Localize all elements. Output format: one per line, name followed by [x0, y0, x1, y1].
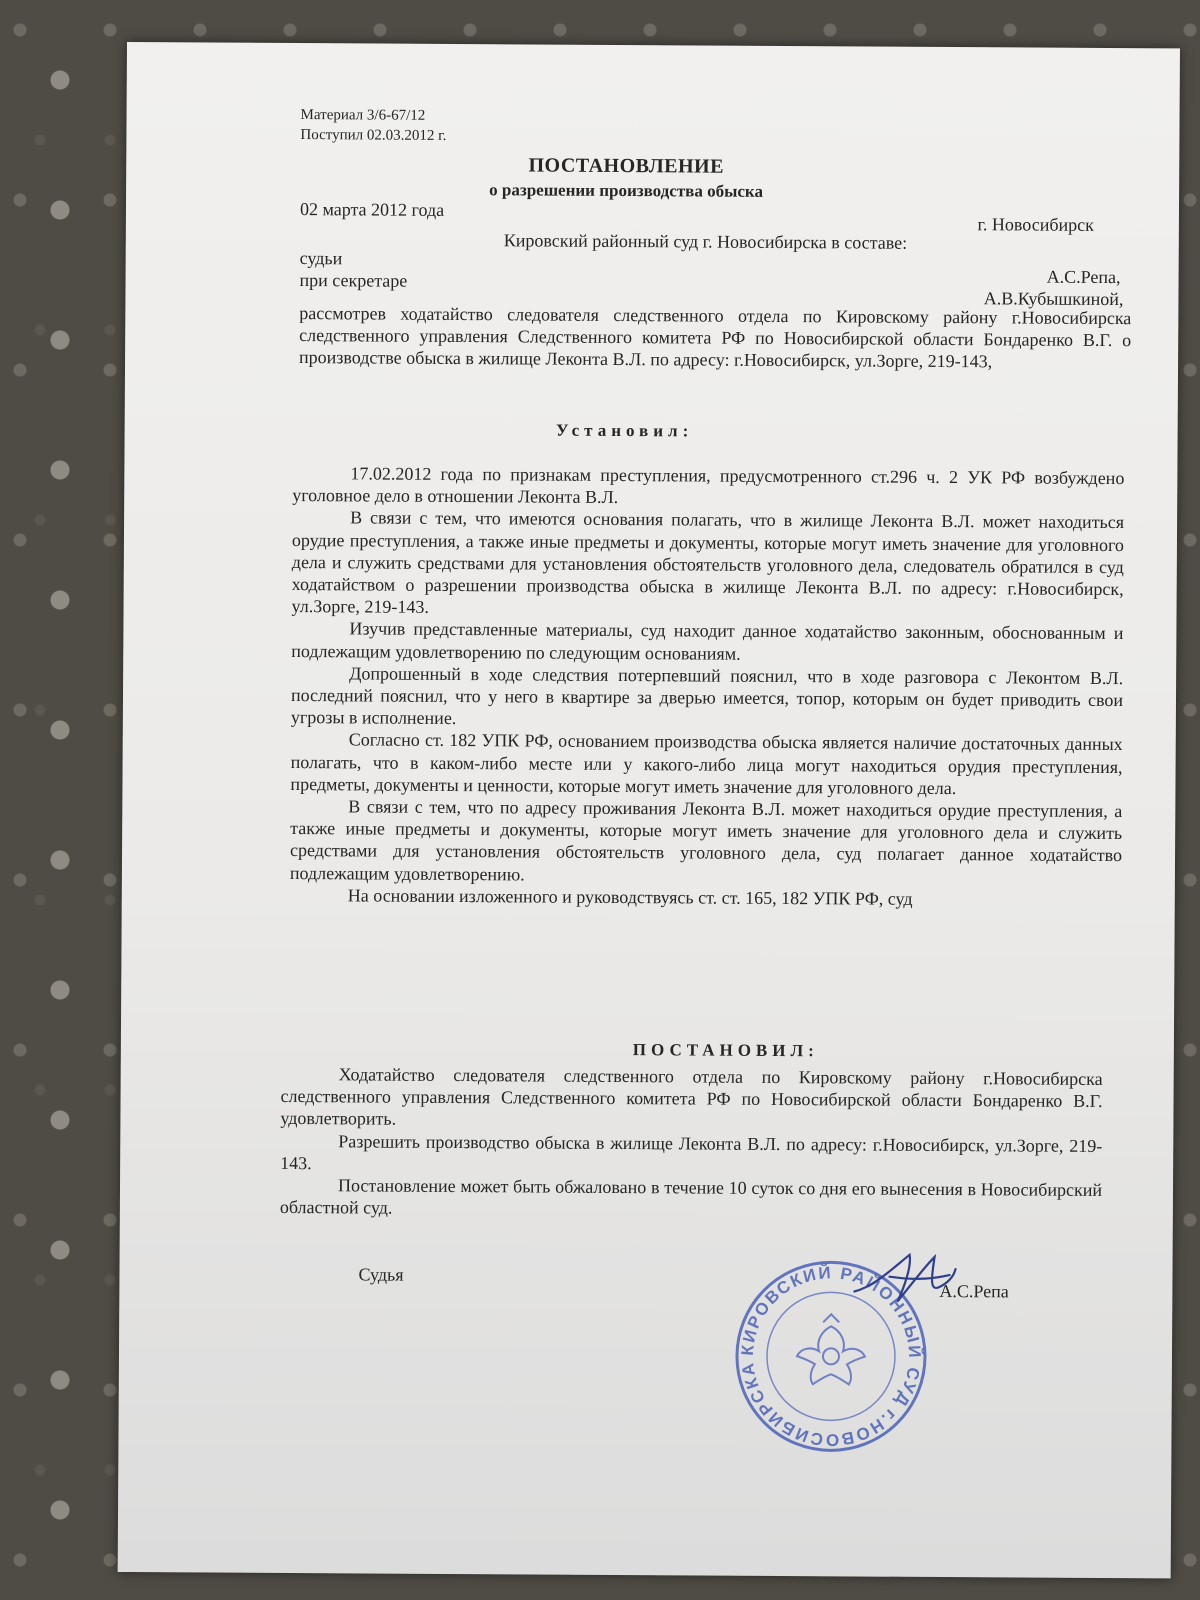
intro-paragraph: рассмотрев ходатайство следователя следственного отдела по Кировскому району г.Новосибирска следственного управления Следственного комитета РФ по Новосибирской области Бондаренко В.Г. о производстве обыска в жилище Леконта В.Л. по адресу: г.Новосибирск, ул.Зорге, 219-143,	[299, 303, 1132, 372]
established-heading: Установил:	[555, 420, 694, 441]
ruling-section	[280, 1063, 1103, 1223]
signature-label: Судья	[358, 1264, 404, 1285]
document-page	[118, 42, 1180, 1578]
established-paragraph: Допрошенный в ходе следствия потерпевший пояснил, что в ходе разговора с Леконтом В.Л. последний пояснил, что у него в квартире за дверью имеется, топор, которым он будет приводить свои угрозы в исполнение.	[290, 663, 1124, 729]
established-paragraph: В связи с тем, что по адресу проживания Леконта В.Л. может находиться орудие преступления, а также иные предметы и документы, которые могут иметь значение для уголовного дела и служить средствами для установления обстоятельств уголовного дела, суд полагает данное ходатайство подлежащим удовлетворению.	[289, 796, 1123, 885]
established-paragraph: В связи с тем, что имеются основания полагать, что в жилище Леконта В.Л. может находиться орудие преступления, а также иные предметы и документы, которые могут иметь значение для уголовного дела и служить средствами для установления обстоятельств уголовного дела, следователь обратился в суд ходатайством о разрешении производства обыска в жилище Леконта В.Л. по адресу: г.Новосибирск, ул.Зорге, 219-143.	[291, 507, 1125, 618]
document-title: ПОСТАНОВЛЕНИЕ	[528, 154, 725, 178]
handwritten-signature	[849, 1246, 959, 1317]
stamp-text: КИРОВСКИЙ РАЙОННЫЙ СУД г.НОВОСИБИРСКА	[737, 1263, 925, 1450]
judge-name: А.С.Репа,	[1046, 266, 1121, 288]
ruling-paragraph: Разрешить производство обыска в жилище Леконта В.Л. по адресу: г.Новосибирск, ул.Зорге, 219-143.	[280, 1130, 1103, 1173]
established-paragraph: 17.02.2012 года по признакам преступления, предусмотренного ст.296 ч. 2 УК РФ возбуждено уголовное дело в отношении Леконта В.Л.	[292, 463, 1125, 508]
established-paragraph: Согласно ст. 182 УПК РФ, основанием производства обыска является наличие достаточных данных полагать, что в каком-либо месте или у какого-либо лица могут находиться орудия преступления, предметы, документы и ценности, которые могут иметь значение для уголовного дела.	[290, 729, 1123, 798]
ruling-heading: ПОСТАНОВИЛ:	[632, 1040, 819, 1061]
established-section	[290, 462, 1125, 911]
material-number: Материал 3/6-67/12	[300, 107, 426, 124]
document-subtitle: о разрешении производства обыска	[489, 180, 764, 201]
established-paragraph: Изучив представленные материалы, суд находит данное ходатайство законным, обоснованным и подлежащим удовлетворению по следующим основаниям.	[291, 618, 1124, 664]
ruling-paragraph: Ходатайство следователя следственного отдела по Кировскому району г.Новосибирска следственного управления Следственного комитета РФ по Новосибирской области Бондаренко В.Г. удовлетворить.	[280, 1064, 1103, 1130]
judge-label: судьи	[299, 248, 343, 269]
document-city: г. Новосибирск	[977, 214, 1094, 235]
ruling-paragraph: Постановление может быть обжаловано в течение 10 суток со дня его вынесения в Новосибирский областной суд.	[279, 1175, 1103, 1218]
received-date: Поступил 02.03.2012 г.	[300, 127, 447, 144]
established-paragraph: На основании изложенного и руководствуясь ст. ст. 165, 182 УПК РФ, суд	[347, 885, 913, 909]
court-line: Кировский районный суд г. Новосибирска в составе:	[503, 230, 908, 253]
document-date: 02 марта 2012 года	[299, 199, 445, 220]
secretary-label: при секретаре	[299, 270, 408, 291]
intro-block	[299, 302, 1131, 374]
eagle-emblem-icon	[797, 1314, 865, 1384]
secretary-name: А.В.Кубышкиной,	[983, 288, 1124, 310]
signature-name: А.С.Репа	[939, 1280, 1009, 1302]
